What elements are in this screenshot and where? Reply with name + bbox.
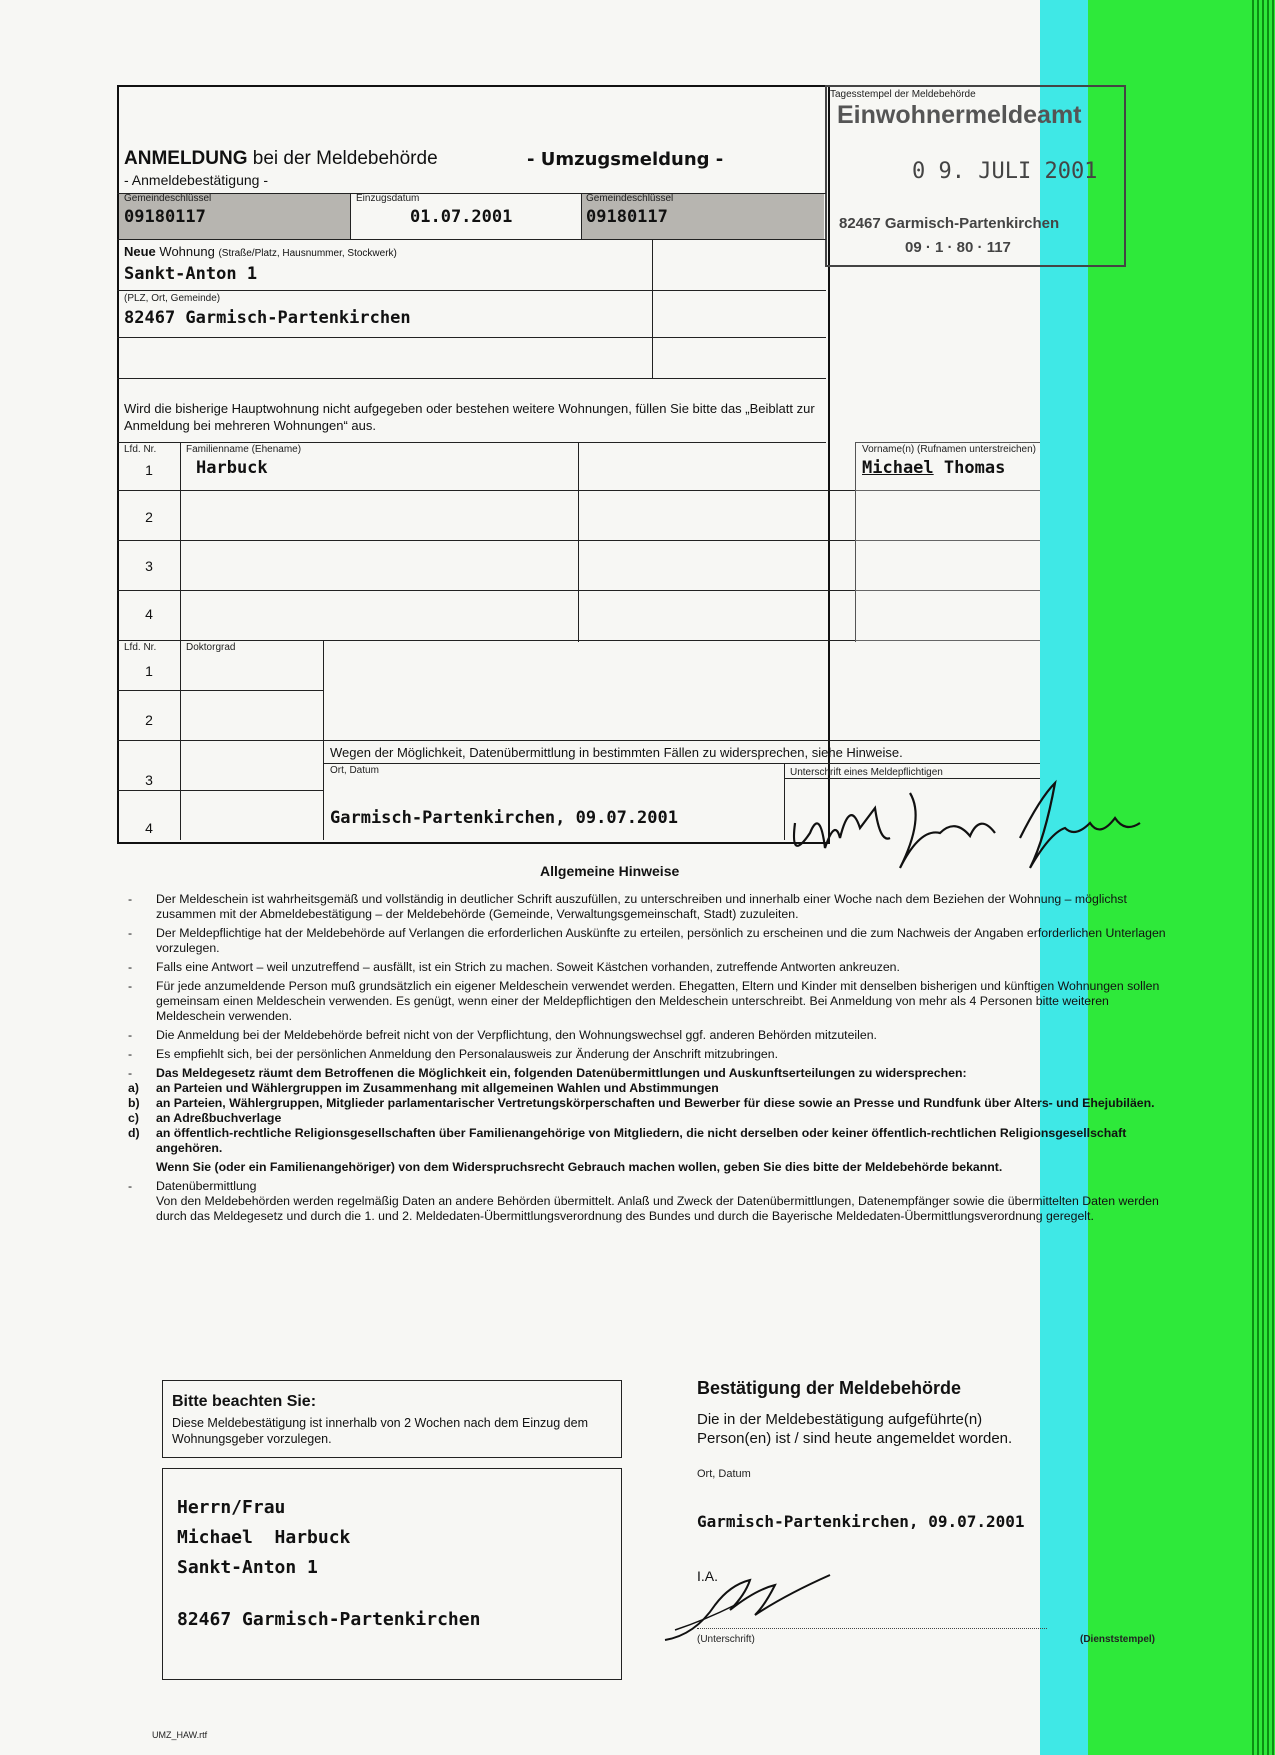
hint-item: - Die Anmeldung bei der Meldebehörde befreit nicht von der Verpflichtung, den Wohnungswechsel ggf. anderen Behörden mitzuteilen. bbox=[128, 1028, 877, 1042]
objection-item: a) an Parteien und Wählergruppen im Zusammenhang mit allgemeinen Wahlen und Abstimmungen bbox=[128, 1081, 719, 1095]
gkz-label: Gemeindeschlüssel bbox=[124, 193, 212, 204]
persons-nr-label: Lfd. Nr. bbox=[124, 444, 157, 455]
signing-place-date-label: Ort, Datum bbox=[330, 765, 379, 776]
person-nr: 1 bbox=[145, 462, 153, 478]
doctor-nr: 4 bbox=[145, 820, 153, 836]
recipient-line: Herrn/Frau bbox=[177, 1497, 286, 1518]
persons-firstname-label: Vorname(n) (Rufnamen unterstreichen) bbox=[862, 444, 1036, 455]
attention-box bbox=[162, 1380, 622, 1458]
doctor-nr: 2 bbox=[145, 712, 153, 728]
doctor-nr: 1 bbox=[145, 663, 153, 679]
attention-title: Bitte beachten Sie: bbox=[172, 1393, 317, 1410]
confirmation-title: Bestätigung der Meldebehörde bbox=[697, 1378, 962, 1398]
confirmation-ia: I.A. bbox=[697, 1568, 719, 1584]
transfer-block: - Datenübermittlung bbox=[128, 1179, 257, 1193]
confirmation-text: Die in der Meldebestätigung aufgeführte(n) Person(en) ist / sind heute angemeldet worden. bbox=[697, 1411, 1013, 1447]
street-value: Sankt-Anton 1 bbox=[124, 264, 258, 284]
form-subtitle: - Anmeldebestätigung - bbox=[124, 172, 268, 188]
stamp-caption: Tagesstempel der Meldebehörde bbox=[830, 89, 976, 100]
recipient-line: Michael Harbuck bbox=[177, 1527, 351, 1548]
signing-place-date-value: Garmisch-Partenkirchen, 09.07.2001 bbox=[330, 808, 678, 828]
doctor-nr: 3 bbox=[145, 772, 153, 788]
persons-surname-label: Familienname (Ehename) bbox=[186, 444, 302, 455]
person-nr: 4 bbox=[145, 606, 153, 622]
applicant-signature bbox=[780, 778, 1160, 878]
person-surname: Harbuck bbox=[196, 458, 268, 478]
hint-item: - Für jede anzumeldende Person muß grundsätzlich ein eigener Meldeschein verwendet werden. Ehegatten, Eltern und Kinder mit denselben bisherigen und künftigen Wohnungen sollen gemeinsam einen Meldeschein verwenden. Es genügt, wenn einer der Meldepflichtigen den Meldeschein unterschreibt. Bei Anmeldung von mehr als 4 Personen bitte weiteren Meldeschein verwenden. bbox=[128, 979, 1160, 1023]
objection-item: d) an öffentlich-rechtliche Religionsgesellschaften über Familienangehörige von Mitgliedern, die nicht derselben oder keiner öffentlich-rechtlichen Religionsgesellschaft angehören. bbox=[128, 1126, 1127, 1155]
recipient-box bbox=[162, 1468, 622, 1680]
gkz2-value: 09180117 bbox=[586, 207, 668, 227]
attention-text: Diese Meldebestätigung ist innerhalb von 2 Wochen nach dem Einzug dem Wohnungsgeber vorzulegen. bbox=[172, 1416, 588, 1446]
hint-item: - Falls eine Antwort – weil unzutreffend – ausfällt, ist ein Strich zu machen. Soweit Kästchen vorhanden, zutreffende Antworten ankreuzen. bbox=[128, 960, 900, 974]
doctor-nr-label: Lfd. Nr. bbox=[124, 642, 157, 653]
stamp-code: 09 · 1 · 80 · 117 bbox=[905, 239, 1011, 256]
recipient-line: 82467 Garmisch-Partenkirchen bbox=[177, 1609, 481, 1630]
einzug-value: 01.07.2001 bbox=[410, 207, 513, 227]
einzug-label: Einzugsdatum bbox=[356, 193, 420, 204]
objection-item: c) an Adreßbuchverlage bbox=[128, 1111, 282, 1125]
gkz2-label: Gemeindeschlüssel bbox=[586, 193, 674, 204]
city-label: (PLZ, Ort, Gemeinde) bbox=[124, 293, 221, 304]
confirmation-place-date-value: Garmisch-Partenkirchen, 09.07.2001 bbox=[697, 1512, 1025, 1531]
stamp-date: 0 9. JULI 2001 bbox=[912, 159, 1098, 184]
stamp-place: 82467 Garmisch-Partenkirchen bbox=[839, 215, 1060, 232]
stamp-office: Einwohnermeldeamt bbox=[837, 101, 1082, 129]
doctor-degree-label: Doktorgrad bbox=[186, 642, 236, 653]
city-value: 82467 Garmisch-Partenkirchen bbox=[124, 308, 411, 328]
objection-footer: Wenn Sie (oder ein Familienangehöriger) von dem Widerspruchsrecht Gebrauch machen wollen, geben Sie dies bitte der Meldebehörde bekannt. bbox=[156, 1160, 1003, 1174]
transfer-text: Von den Meldebehörden werden regelmäßig Daten an andere Behörden übermittelt. Anlaß und Zweck der Datenübermittlungen, Datenempfänger sowie die übermittelten Daten werden durch das Meldegesetz und durch die 1. und 2. Meldedaten-Übermittlungsverordnung des Bundes und durch die Bayerische Meldedaten-Übermittlungsverordnung geregelt. bbox=[156, 1194, 1159, 1223]
hints-list bbox=[128, 892, 1178, 1224]
form-title: ANMELDUNG bei der Meldebehörde bbox=[124, 148, 438, 169]
person-nr: 2 bbox=[145, 509, 153, 525]
objection-block: - Das Meldegesetz räumt dem Betroffenen die Möglichkeit ein, folgenden Datenübermittlungen und Auskunftserteilungen zu widersprechen: bbox=[128, 1066, 967, 1080]
form-kind: - Umzugsmeldung - bbox=[527, 149, 724, 170]
hints-title: Allgemeine Hinweise bbox=[540, 863, 680, 879]
hint-item: - Der Meldepflichtige hat der Meldebehörde auf Verlangen die erforderlichen Auskünfte zu erteilen, persönlich zu erscheinen und die zum Nachweis der Angaben erforderlichen Unterlagen vorzulegen. bbox=[128, 926, 1166, 955]
objection-item: b) an Parteien, Wählergruppen, Mitglieder parlamentarischer Vertretungskörperschaften und Bewerber für diese sowie an Presse und Rundfunk über Alters- und Ehejubiläen. bbox=[128, 1096, 1155, 1110]
confirmation-place-date-label: Ort, Datum bbox=[697, 1468, 751, 1480]
seal-label: (Dienststempel) bbox=[1080, 1634, 1156, 1645]
office-stamp bbox=[825, 85, 1126, 267]
hint-item: - Es empfiehlt sich, bei der persönlichen Anmeldung den Personalausweis zur Änderung der Anschrift mitzubringen. bbox=[128, 1047, 779, 1061]
recipient-line: Sankt-Anton 1 bbox=[177, 1557, 318, 1578]
footer-file: UMZ_HAW.rtf bbox=[152, 1730, 208, 1740]
beiblatt-notice: Wird die bisherige Hauptwohnung nicht aufgegeben oder bestehen weitere Wohnungen, füllen Sie bitte das „Beiblatt zur Anmeldung bei mehreren Wohnungen“ aus. bbox=[124, 401, 815, 433]
signature-label: Unterschrift eines Meldepflichtigen bbox=[790, 767, 943, 778]
objection-note: Wegen der Möglichkeit, Datenübermittlung in bestimmten Fällen zu widersprechen, siehe Hinweise. bbox=[330, 745, 903, 760]
confirmation-signature-label: (Unterschrift) bbox=[697, 1634, 755, 1645]
hint-item: - Der Meldeschein ist wahrheitsgemäß und vollständig in deutlicher Schrift auszufüllen, zu unterschreiben und innerhalb einer Woche nach dem Beziehen der Wohnung – möglichst zusammen mit der Abmeldebestätigung – der Meldebehörde (Gemeinde, Verwaltungsgemeinschaft, Stadt) zuzuleiten. bbox=[128, 892, 1127, 921]
street-label: Neue Wohnung (Straße/Platz, Hausnummer, Stockwerk) bbox=[124, 244, 397, 259]
gkz-value: 09180117 bbox=[124, 207, 206, 227]
person-firstname: Michael Thomas bbox=[862, 458, 1006, 478]
scan-artifact-edge bbox=[1252, 0, 1275, 1755]
person-nr: 3 bbox=[145, 558, 153, 574]
